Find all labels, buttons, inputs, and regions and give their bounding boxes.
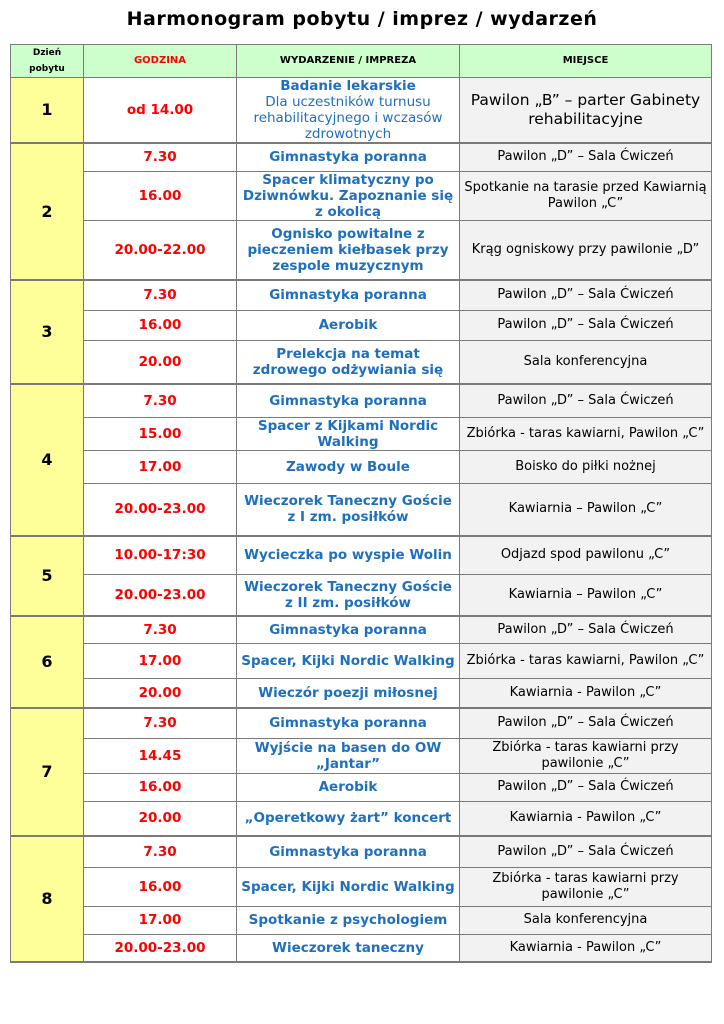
day-number: 6	[11, 616, 84, 708]
day-number: 4	[11, 384, 84, 536]
event-name: Wieczorek taneczny	[237, 934, 460, 962]
header-day: Dzień pobytu	[11, 45, 84, 78]
event-place: Pawilon „D” – Sala Ćwiczeń	[460, 773, 712, 801]
event-place: Pawilon „B” – parter Gabinety rehabilitacyjne	[460, 78, 712, 144]
event-time: 7.30	[84, 836, 237, 867]
header-event: WYDARZENIE / IMPREZA	[237, 45, 460, 78]
schedule-row	[11, 220, 712, 280]
event-time: 16.00	[84, 171, 237, 220]
event-name: Prelekcja na temat zdrowego odżywiania się	[237, 340, 460, 384]
event-place: Zbiórka - taras kawiarni, Pawilon „C”	[460, 643, 712, 678]
schedule-row	[11, 483, 712, 536]
event-name: „Operetkowy żart” koncert	[237, 801, 460, 836]
event-name: Spacer, Kijki Nordic Walking	[237, 867, 460, 906]
event-name: Gimnastyka poranna	[237, 616, 460, 643]
event-place: Kawiarnia – Pawilon „C”	[460, 574, 712, 616]
event-name: Spotkanie z psychologiem	[237, 906, 460, 934]
event-time: 7.30	[84, 143, 237, 171]
schedule-row	[11, 738, 712, 773]
event-name: Wieczorek Taneczny Goście z II zm. posiłków	[237, 574, 460, 616]
event-time: 20.00	[84, 678, 237, 708]
event-place: Pawilon „D” – Sala Ćwiczeń	[460, 310, 712, 340]
event-description: Dla uczestników turnusu rehabilitacyjnego i wczasów zdrowotnych	[253, 94, 443, 142]
schedule-row	[11, 801, 712, 836]
event-place: Spotkanie na tarasie przed Kawiarnią Pawilon „C”	[460, 171, 712, 220]
event-time: 7.30	[84, 708, 237, 738]
event-time: 7.30	[84, 616, 237, 643]
event-place: Zbiórka - taras kawiarni przy pawilonie „C”	[460, 867, 712, 906]
schedule-row	[11, 417, 712, 450]
event-place: Sala konferencyjna	[460, 340, 712, 384]
event-name: Wycieczka po wyspie Wolin	[237, 536, 460, 574]
event-place: Boisko do piłki nożnej	[460, 450, 712, 483]
event-time: 16.00	[84, 773, 237, 801]
event-name	[237, 78, 460, 144]
event-place: Pawilon „D” – Sala Ćwiczeń	[460, 836, 712, 867]
event-name: Ognisko powitalne z pieczeniem kiełbasek przy zespole muzycznym	[237, 220, 460, 280]
schedule-row	[11, 934, 712, 962]
event-name: Wieczorek Taneczny Goście z I zm. posiłków	[237, 483, 460, 536]
event-place: Kawiarnia – Pawilon „C”	[460, 483, 712, 536]
event-place: Kawiarnia - Pawilon „C”	[460, 934, 712, 962]
schedule-row	[11, 78, 712, 144]
event-title: Badanie lekarskie	[280, 78, 416, 94]
schedule-row	[11, 384, 712, 417]
event-time: 20.00-23.00	[84, 574, 237, 616]
schedule-row	[11, 773, 712, 801]
header-time: GODZINA	[84, 45, 237, 78]
day-number: 2	[11, 143, 84, 280]
event-name: Wyjście na basen do OW „Jantar”	[237, 738, 460, 773]
schedule-row	[11, 708, 712, 738]
event-name: Gimnastyka poranna	[237, 280, 460, 310]
schedule-row	[11, 310, 712, 340]
event-time: 16.00	[84, 310, 237, 340]
event-time: 17.00	[84, 643, 237, 678]
event-time: 20.00-23.00	[84, 934, 237, 962]
event-place: Zbiórka - taras kawiarni przy pawilonie „C”	[460, 738, 712, 773]
day-number: 8	[11, 836, 84, 962]
day-number: 7	[11, 708, 84, 836]
event-time: 7.30	[84, 280, 237, 310]
header-place: MIEJSCE	[460, 45, 712, 78]
event-time: 16.00	[84, 867, 237, 906]
event-time: 20.00-22.00	[84, 220, 237, 280]
event-name: Spacer z Kijkami Nordic Walking	[237, 417, 460, 450]
event-time: 20.00	[84, 801, 237, 836]
schedule-row	[11, 574, 712, 616]
event-name: Spacer klimatyczny po Dziwnówku. Zapoznanie się z okolicą	[237, 171, 460, 220]
event-name: Gimnastyka poranna	[237, 384, 460, 417]
schedule-row	[11, 906, 712, 934]
event-place: Krąg ogniskowy przy pawilonie „D”	[460, 220, 712, 280]
event-time: 17.00	[84, 450, 237, 483]
schedule-row	[11, 340, 712, 384]
event-place: Pawilon „D” – Sala Ćwiczeń	[460, 384, 712, 417]
event-time: 20.00	[84, 340, 237, 384]
schedule-row	[11, 836, 712, 867]
event-time: 10.00-17:30	[84, 536, 237, 574]
event-time: 7.30	[84, 384, 237, 417]
day-number: 5	[11, 536, 84, 616]
schedule-body	[11, 78, 712, 963]
event-time: 14.45	[84, 738, 237, 773]
event-place: Kawiarnia - Pawilon „C”	[460, 678, 712, 708]
event-place: Sala konferencyjna	[460, 906, 712, 934]
event-place: Odjazd spod pawilonu „C”	[460, 536, 712, 574]
event-time: 15.00	[84, 417, 237, 450]
event-place: Pawilon „D” – Sala Ćwiczeń	[460, 616, 712, 643]
event-place: Pawilon „D” – Sala Ćwiczeń	[460, 280, 712, 310]
schedule-row	[11, 616, 712, 643]
schedule-row	[11, 450, 712, 483]
schedule-row	[11, 678, 712, 708]
event-name: Aerobik	[237, 310, 460, 340]
event-name: Wieczór poezji miłosnej	[237, 678, 460, 708]
schedule-row	[11, 643, 712, 678]
event-name: Zawody w Boule	[237, 450, 460, 483]
event-place: Zbiórka - taras kawiarni, Pawilon „C”	[460, 417, 712, 450]
page-title: Harmonogram pobytu / imprez / wydarzeń	[126, 8, 598, 30]
schedule-row	[11, 536, 712, 574]
event-place: Pawilon „D” – Sala Ćwiczeń	[460, 143, 712, 171]
event-place: Pawilon „D” – Sala Ćwiczeń	[460, 708, 712, 738]
event-place: Kawiarnia - Pawilon „C”	[460, 801, 712, 836]
day-number: 1	[11, 78, 84, 144]
event-name: Gimnastyka poranna	[237, 708, 460, 738]
day-number: 3	[11, 280, 84, 384]
event-name: Spacer, Kijki Nordic Walking	[237, 643, 460, 678]
event-time: od 14.00	[84, 78, 237, 144]
schedule-row	[11, 867, 712, 906]
schedule-table	[10, 44, 712, 963]
schedule-row	[11, 171, 712, 220]
schedule-row	[11, 280, 712, 310]
event-name: Aerobik	[237, 773, 460, 801]
schedule-row	[11, 143, 712, 171]
event-name: Gimnastyka poranna	[237, 836, 460, 867]
event-name: Gimnastyka poranna	[237, 143, 460, 171]
header-row	[11, 45, 712, 78]
event-time: 17.00	[84, 906, 237, 934]
event-time: 20.00-23.00	[84, 483, 237, 536]
